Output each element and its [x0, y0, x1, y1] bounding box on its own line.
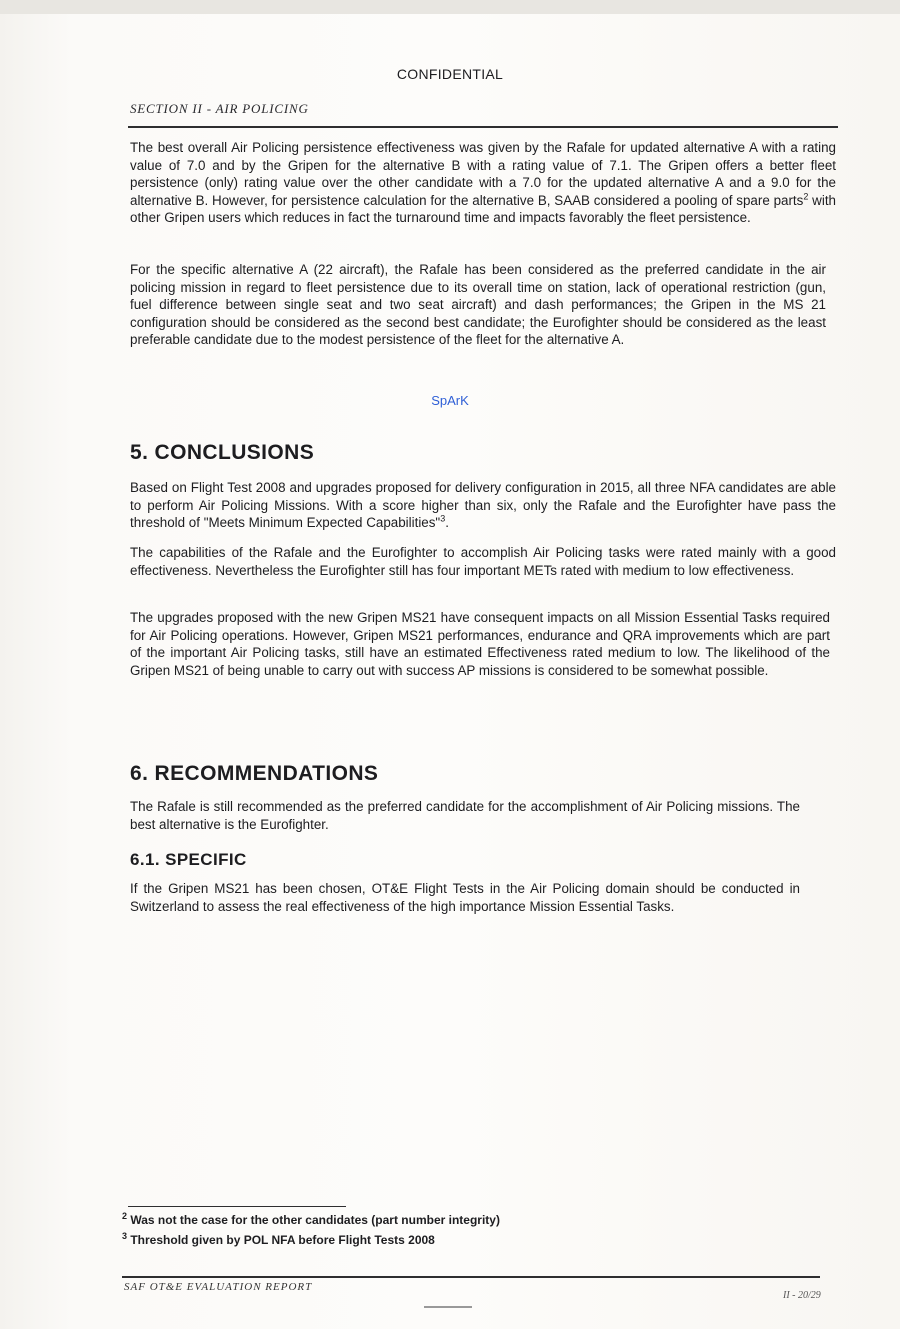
paragraph-persistence-effectiveness	[130, 139, 836, 227]
paragraph-text: with other Gripen users which reduces in fact the turnaround time and impacts favorably the fleet persistence.	[130, 192, 836, 225]
footnote-mark: 3	[122, 1231, 128, 1241]
paragraph-specific: If the Gripen MS21 has been chosen, OT&E Flight Tests in the Air Policing domain should be conducted in Switzerland to assess the real effectiveness of the high importance Mission Essential Tasks.	[130, 881, 800, 914]
paragraph-conclusions-2: The capabilities of the Rafale and the Eurofighter to accomplish Air Policing tasks were rated mainly with a good effectiveness. Nevertheless the Eurofighter still has four important METs rated with medium to low effectiveness.	[130, 545, 836, 578]
footnote-2	[122, 1213, 500, 1227]
paragraph-text: .	[445, 515, 449, 530]
section-header: SECTION II - AIR POLICING	[130, 101, 309, 116]
footnote-text: Threshold given by POL NFA before Flight Tests 2008	[127, 1233, 435, 1247]
footnote-mark: 2	[122, 1211, 128, 1221]
classification-marking: CONFIDENTIAL	[396, 66, 504, 82]
footnote-text: Was not the case for the other candidates (part number integrity)	[127, 1213, 500, 1227]
header-divider	[128, 126, 838, 128]
scan-mark	[424, 1306, 472, 1308]
paragraph-text: The best overall Air Policing persistence effectiveness was given by the Rafale for updated alternative A with a rating value of 7.0 and by the Gripen for the alternative B with a rating value of 7.1. The Gripen offers a better fleet persistence (only) rating value over the other candidate with a 7.0 for the updated alternative A and a 9.0 for the alternative B. However, for persistence calculation for the alternative B, SAAB considered a pooling of spare parts	[130, 140, 836, 208]
paragraph-conclusions-1	[130, 479, 836, 532]
footnote-divider	[128, 1206, 346, 1207]
footer-divider	[122, 1276, 820, 1278]
paragraph-text: Based on Flight Test 2008 and upgrades proposed for delivery configuration in 2015, all three NFA candidates are able to perform Air Policing Missions. With a score higher than six, only the Rafale and the Eurofighter have pass the threshold of "Meets Minimum Expected Capabilities"	[130, 480, 836, 530]
footnote-3	[122, 1233, 435, 1247]
paragraph-recommendations: The Rafale is still recommended as the preferred candidate for the accomplishment of Air Policing missions. The best alternative is the Eurofighter.	[130, 799, 800, 832]
paragraph-alternative-a: For the specific alternative A (22 aircraft), the Rafale has been considered as the preferred candidate in the air policing mission in regard to fleet persistence due to its overall time on station, lack of operational restriction (gun, fuel difference between single seat and two seat aircraft) and dash performances; the Gripen in the MS 21 configuration should be considered as the second best candidate; the Eurofighter should be considered as the least preferable candidate due to the modest persistence of the fleet for the alternative A.	[130, 262, 826, 347]
heading-specific: 6.1. SPECIFIC	[130, 850, 247, 869]
footer-page-number: II - 20/29	[783, 1290, 821, 1301]
watermark-text: SpArK	[431, 393, 469, 408]
footer-report-title: SAF OT&E EVALUATION REPORT	[124, 1281, 313, 1293]
paragraph-conclusions-3: The upgrades proposed with the new Gripen MS21 have consequent impacts on all Mission Essential Tasks required for Air Policing operations. However, Gripen MS21 performances, endurance and QRA improvements which are part of the important Air Policing tasks, still have an estimated Effectiveness rated medium to low. The likelihood of the Gripen MS21 of being unable to carry out with success AP missions is considered to be somewhat possible.	[130, 610, 830, 678]
page-top-edge	[0, 0, 900, 14]
footnote-ref-3: 3	[440, 513, 446, 524]
heading-conclusions: 5. CONCLUSIONS	[130, 441, 315, 464]
heading-recommendations: 6. RECOMMENDATIONS	[130, 762, 379, 785]
footnote-ref-2: 2	[803, 191, 809, 202]
